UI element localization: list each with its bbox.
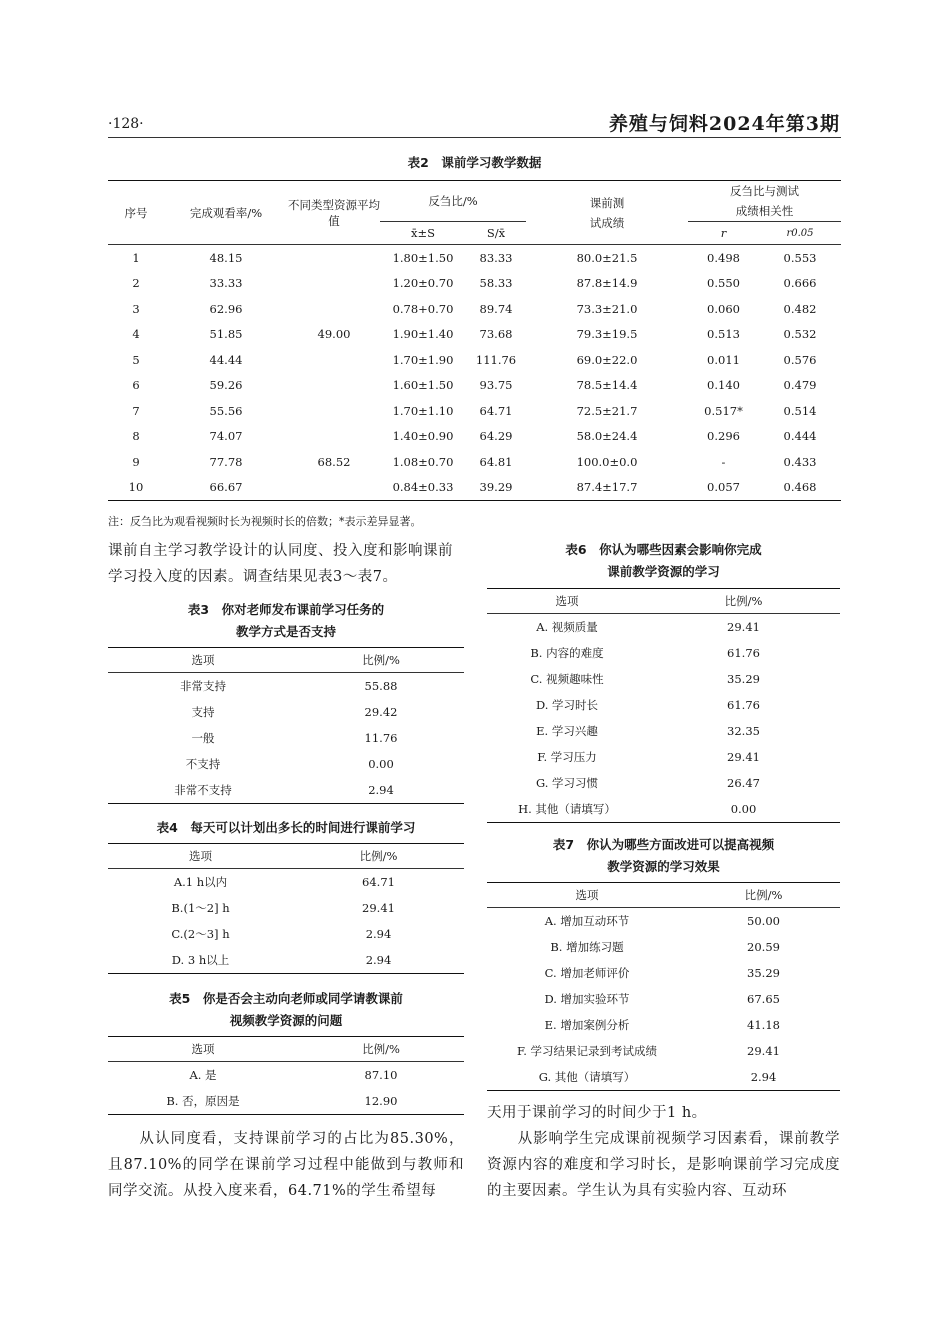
cell-option: B. 否，原因是 [166, 1094, 240, 1108]
cell-ratio: 29.41 [727, 750, 760, 764]
cell-test: 69.0±22.0 [576, 352, 638, 367]
table-row [108, 895, 464, 921]
cell-option: D. 增加实验环节 [544, 992, 630, 1006]
header-row [108, 648, 464, 673]
table7-caption-1: 表7 你认为哪些方面改进可以提高视频 [552, 837, 775, 852]
cell-rate: 48.15 [209, 250, 243, 265]
cell-test: 58.0±24.4 [576, 429, 638, 444]
cell-ratio: 26.47 [727, 776, 760, 790]
cell-r005: 0.482 [783, 301, 817, 316]
table-row [108, 777, 464, 804]
cell-cv: 73.68 [479, 327, 513, 342]
cell-option: A. 增加互动环节 [544, 914, 630, 928]
left-paragraph: 从认同度看，支持课前学习的占比为85.30%，且87.10%的同学在课前学习过程中能做到与教师和同学交流。从投入度来看，64.71%的学生希望每 [108, 1131, 464, 1199]
cell-mean: 0.84±0.33 [392, 480, 454, 495]
table5-caption-1: 表5 你是否会主动向老师或同学请教课前 [169, 991, 403, 1006]
cell-ratio: 35.29 [747, 966, 780, 980]
cell-mean: 1.70±1.90 [392, 352, 454, 367]
table-row [487, 666, 840, 692]
th-ratio: 比例/% [744, 888, 783, 902]
cell-cv: 58.33 [479, 276, 513, 291]
table7-caption-2: 教学资源的学习效果 [607, 859, 720, 874]
cell-mean: 1.90±1.40 [392, 327, 454, 342]
cell-seq: 5 [132, 352, 140, 367]
cell-rate: 55.56 [209, 403, 243, 418]
table-row [487, 908, 840, 935]
table-row [108, 947, 464, 974]
th-ratio: 比例/% [724, 594, 763, 608]
cell-option: A. 视频质量 [536, 620, 598, 634]
th-ratio: 比例/% [362, 653, 400, 667]
th-option: 选项 [189, 849, 212, 863]
cell-test: 79.3±19.5 [576, 327, 638, 342]
cell-ratio: 67.65 [747, 992, 780, 1006]
cell-cv: 64.81 [479, 454, 513, 469]
table-row [108, 245, 841, 271]
table-row [108, 322, 841, 348]
th-mean: x̄±S [411, 226, 435, 240]
th-option: 选项 [555, 594, 579, 608]
cell-ratio: 61.76 [727, 698, 760, 712]
cell-ratio: 2.94 [365, 953, 392, 967]
cell-option: A. 是 [189, 1068, 217, 1082]
cell-test: 78.5±14.4 [576, 378, 638, 393]
table4 [108, 843, 464, 974]
cell-ratio: 29.41 [747, 1044, 780, 1058]
table-row [487, 770, 840, 796]
table-row [487, 744, 840, 770]
th-rate: 完成观看率/% [189, 205, 263, 220]
cell-ratio: 12.90 [364, 1094, 398, 1108]
table-row [108, 699, 464, 725]
cell-option: A.1 h以内 [173, 875, 228, 889]
table-row [108, 475, 841, 501]
cell-option: 非常支持 [180, 679, 226, 693]
cell-option: 支持 [191, 705, 215, 719]
th-ratio: 比例/% [362, 1042, 400, 1056]
cell-r: 0.296 [707, 429, 740, 444]
cell-rate: 77.78 [209, 454, 243, 469]
cell-mean: 1.80±1.50 [392, 250, 454, 265]
cell-r005: 0.576 [783, 352, 817, 367]
cell-ratio: 2.94 [368, 783, 394, 797]
table5 [108, 1036, 464, 1115]
cell-r005: 0.666 [783, 276, 817, 291]
cell-test: 87.8±14.9 [576, 276, 638, 291]
table-row [487, 986, 840, 1012]
cell-ratio: 55.88 [364, 679, 398, 693]
cell-option: C. 视频趣味性 [530, 672, 604, 686]
table-row [487, 796, 840, 823]
table2-caption: 表2 课前学习教学数据 [407, 155, 542, 170]
table-row [487, 1064, 840, 1091]
cell-rate: 59.26 [209, 378, 243, 393]
th-avg: 不同类型资源平均值 [288, 197, 380, 228]
page-number: ·128· [108, 116, 144, 132]
table-row [108, 725, 464, 751]
cell-r005: 0.553 [783, 250, 817, 265]
cell-option: D. 学习时长 [535, 698, 599, 712]
header-row [108, 844, 464, 869]
cell-r: 0.498 [707, 250, 740, 265]
table-row [108, 296, 841, 322]
right-paragraph: 天用于课前学习的时间少于1 h。 从影响学生完成课前视频学习因素看，课前教学资源内容的难度和学习时长，是影响课前学习完成度的主要因素。学生认为具有实验内容、互动环 [487, 1105, 840, 1199]
cell-ratio: 11.76 [364, 731, 398, 745]
cell-cv: 111.76 [475, 352, 517, 367]
cell-r: - [721, 454, 726, 469]
cell-rate: 66.67 [209, 480, 243, 495]
cell-r005: 0.433 [783, 454, 817, 469]
cell-r: 0.060 [707, 301, 740, 316]
th-option: 选项 [191, 653, 215, 667]
table5-caption-2: 视频教学资源的问题 [229, 1013, 343, 1028]
cell-ratio: 64.71 [362, 875, 395, 889]
table-row [108, 271, 841, 297]
cell-ratio: 41.18 [747, 1018, 780, 1032]
cell-option: G. 其他（请填写） [538, 1070, 636, 1084]
cell-rate: 44.44 [209, 352, 243, 367]
cell-seq: 8 [132, 429, 140, 444]
cell-seq: 6 [132, 378, 140, 393]
table6 [487, 588, 840, 823]
table-row [108, 921, 464, 947]
cell-option: C. 增加老师评价 [544, 966, 630, 980]
cell-cv: 93.75 [479, 378, 513, 393]
table-row [108, 751, 464, 777]
table2 [108, 180, 841, 501]
cell-seq: 9 [132, 454, 140, 469]
table-row [487, 692, 840, 718]
cell-r005: 0.468 [783, 480, 817, 495]
cell-ratio: 87.10 [364, 1068, 398, 1082]
th-seq: 序号 [124, 205, 148, 220]
table-row [108, 398, 841, 424]
th-r005: r0.05 [786, 227, 814, 239]
cell-option: 不支持 [185, 757, 221, 771]
table3-caption-2: 教学方式是否支持 [235, 624, 336, 639]
intro-paragraph: 课前自主学习教学设计的认同度、投入度和影响课前学习投入度的因素。调查结果见表3～表7。 [108, 543, 453, 585]
cell-option: E. 学习兴趣 [536, 724, 598, 738]
journal-title: 养殖与饲料2024年第3期 [608, 113, 840, 135]
cell-ratio: 35.29 [727, 672, 760, 686]
table6-caption-1: 表6 你认为哪些因素会影响你完成 [565, 542, 762, 557]
table-row [108, 424, 841, 450]
cell-cv: 39.29 [479, 480, 513, 495]
table2-note: 注：反刍比为观看视频时长为视频时长的倍数；*表示差异显著。 [108, 515, 422, 528]
cell-avg: 68.52 [317, 454, 351, 469]
cell-ratio: 29.42 [364, 705, 398, 719]
cell-ratio: 50.00 [747, 914, 780, 928]
th-option: 选项 [191, 1042, 215, 1056]
table-row [108, 1062, 464, 1089]
table2-body [108, 245, 841, 501]
th-corr: 反刍比与测试 成绩相关性 [688, 181, 841, 222]
cell-seq: 7 [132, 403, 140, 418]
table-row [108, 1088, 464, 1115]
cell-r005: 0.514 [783, 403, 817, 418]
cell-seq: 1 [132, 250, 140, 265]
cell-seq: 2 [132, 276, 140, 291]
table-row [108, 869, 464, 896]
cell-ratio: 20.59 [747, 940, 780, 954]
th-cv: S/x̄ [486, 226, 506, 240]
table4-caption: 表4 每天可以计划出多长的时间进行课前学习 [156, 820, 416, 835]
cell-test: 87.4±17.7 [576, 480, 638, 495]
cell-r: 0.140 [707, 378, 740, 393]
table3-caption-1: 表3 你对老师发布课前学习任务的 [187, 602, 385, 617]
cell-ratio: 0.00 [730, 802, 757, 816]
cell-ratio: 2.94 [365, 927, 392, 941]
table-row [108, 373, 841, 399]
cell-test: 72.5±21.7 [576, 403, 638, 418]
cell-seq: 3 [132, 301, 140, 316]
cell-cv: 89.74 [479, 301, 513, 316]
cell-option: B. 内容的难度 [530, 646, 604, 660]
cell-ratio: 2.94 [750, 1070, 777, 1084]
cell-option: E. 增加案例分析 [544, 1018, 630, 1032]
table-row [108, 673, 464, 700]
cell-ratio: 61.76 [727, 646, 760, 660]
cell-ratio: 32.35 [727, 724, 760, 738]
th-r: r [720, 226, 727, 240]
table6-caption-2: 课前教学资源的学习 [607, 564, 720, 579]
cell-rate: 62.96 [209, 301, 243, 316]
th-option: 选项 [575, 888, 599, 902]
cell-r: 0.011 [707, 352, 740, 367]
cell-r: 0.517* [704, 403, 743, 418]
cell-option: 一般 [191, 731, 215, 745]
table-row [487, 960, 840, 986]
cell-seq: 4 [132, 327, 140, 342]
table3 [108, 647, 464, 804]
cell-option: D. 3 h以上 [171, 953, 230, 967]
cell-ratio: 29.41 [362, 901, 395, 915]
table7 [487, 882, 840, 1091]
cell-ratio: 29.41 [727, 620, 760, 634]
cell-rate: 33.33 [209, 276, 243, 291]
cell-rate: 74.07 [209, 429, 243, 444]
th-ratio: 反刍比/% [380, 181, 526, 222]
cell-option: 非常不支持 [174, 783, 232, 797]
cell-option: C.(2～3] h [171, 927, 230, 941]
cell-option: H. 其他（请填写） [518, 802, 616, 816]
th-test: 课前测 试成绩 [589, 195, 625, 230]
cell-r005: 0.479 [783, 378, 817, 393]
cell-mean: 1.20±0.70 [392, 276, 454, 291]
table-row [108, 347, 841, 373]
cell-mean: 1.70±1.10 [392, 403, 454, 418]
table-row [487, 934, 840, 960]
table-row [487, 1038, 840, 1064]
cell-option: F. 学习压力 [537, 750, 597, 764]
cell-test: 80.0±21.5 [576, 250, 638, 265]
header-row [487, 589, 840, 614]
th-ratio: 比例/% [359, 849, 398, 863]
cell-cv: 64.71 [479, 403, 513, 418]
cell-option: F. 学习结果记录到考试成绩 [517, 1044, 657, 1058]
cell-r: 0.550 [707, 276, 740, 291]
cell-r005: 0.532 [783, 327, 817, 342]
cell-mean: 1.40±0.90 [392, 429, 454, 444]
cell-mean: 0.78+0.70 [392, 301, 454, 316]
header-row [108, 1037, 464, 1062]
table-row [487, 640, 840, 666]
table-row [487, 718, 840, 744]
cell-avg: 49.00 [317, 327, 351, 342]
cell-option: B. 增加练习题 [550, 940, 624, 954]
cell-mean: 1.60±1.50 [392, 378, 454, 393]
table-row [487, 614, 840, 641]
header-rule [108, 137, 841, 138]
cell-r: 0.513 [707, 327, 740, 342]
header-row [487, 883, 840, 908]
cell-r: 0.057 [707, 480, 740, 495]
cell-r005: 0.444 [783, 429, 817, 444]
table-row [487, 1012, 840, 1038]
cell-cv: 83.33 [479, 250, 513, 265]
cell-test: 100.0±0.0 [576, 454, 638, 469]
cell-ratio: 0.00 [368, 757, 394, 771]
cell-rate: 51.85 [209, 327, 243, 342]
cell-seq: 10 [128, 480, 144, 495]
cell-mean: 1.08±0.70 [392, 454, 454, 469]
table-row [108, 449, 841, 475]
cell-cv: 64.29 [479, 429, 513, 444]
cell-option: B.(1～2] h [171, 901, 230, 915]
cell-test: 73.3±21.0 [576, 301, 638, 316]
cell-option: G. 学习习惯 [535, 776, 599, 790]
